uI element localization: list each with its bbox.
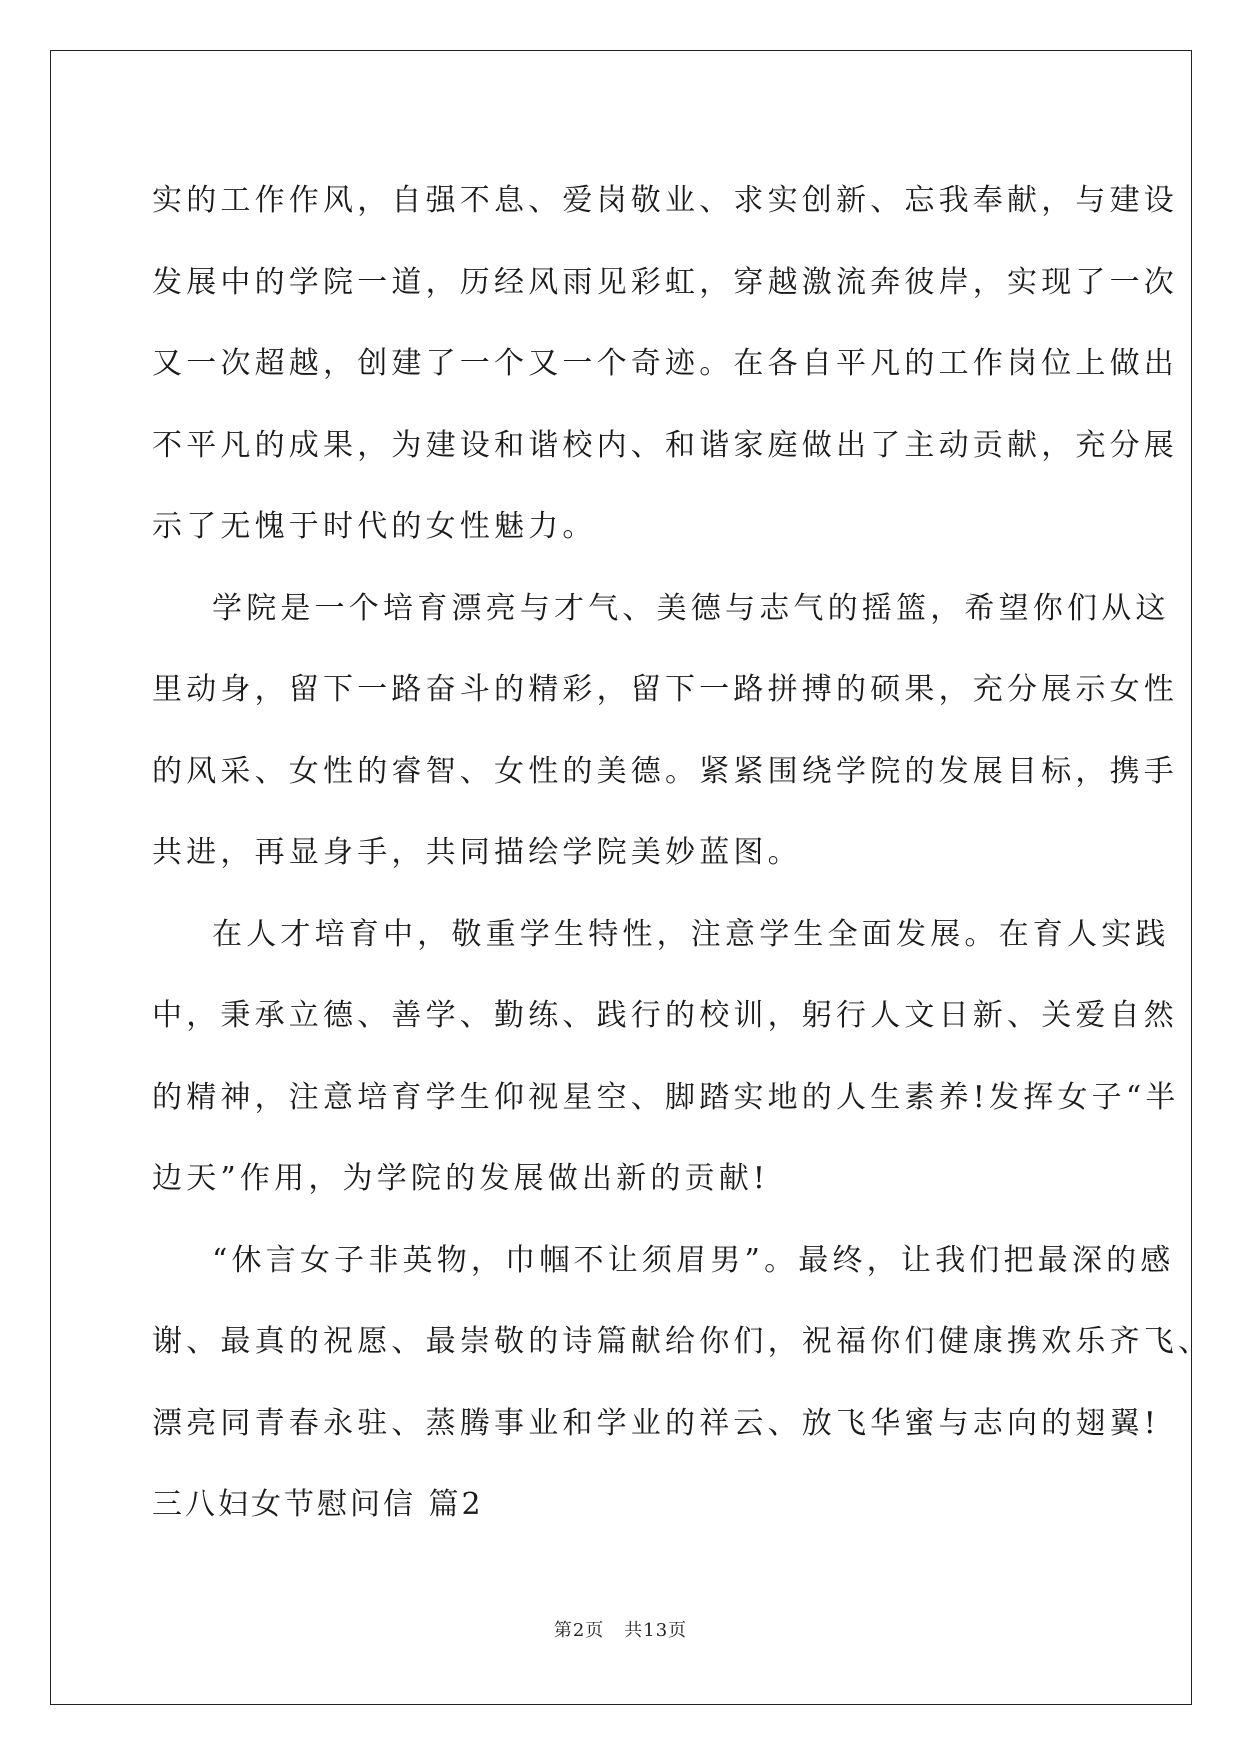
paragraph-line: 共进，再显身手，共同描绘学院美妙蓝图。 (152, 835, 802, 870)
paragraph-line: 学院是一个培育漂亮与才气、美德与志气的摇篮，希望你们从这 (212, 590, 1170, 626)
paragraph-line: 的风采、女性的睿智、女性的美德。紧紧围绕学院的发展目标，携手 (152, 753, 1178, 789)
paragraph-3 (152, 894, 1180, 1220)
page-total: 13 (643, 1620, 669, 1641)
paragraph-line: 边天”作用，为学院的发展做出新的贡献! (152, 1161, 770, 1196)
page-number: 2 (572, 1620, 586, 1641)
paragraph-line: 里动身，留下一路奋斗的精彩，留下一路拼搏的硕果，充分展示女性 (152, 672, 1178, 707)
paragraph-line: 的精神，注意培育学生仰视星空、脚踏实地的人生素养!发挥女子“半 (152, 1079, 1180, 1115)
paragraph-line: 不平凡的成果，为建设和谐校内、和谐家庭做出了主动贡献，充分展 (152, 427, 1178, 463)
paragraph-line: 又一次超越，创建了一个又一个奇迹。在各自平凡的工作岗位上做出 (152, 346, 1178, 381)
section-heading: 三八妇女节慰问信 篇2 (152, 1487, 484, 1522)
paragraph-line: 实的工作作风，自强不息、爱岗敬业、求实创新、忘我奉献，与建设 (152, 183, 1178, 218)
page-footer (0, 1616, 1241, 1642)
paragraph-4 (152, 1220, 1213, 1465)
document-body (152, 160, 1213, 1546)
paragraph-line: 示了无愧于时代的女性魅力。 (152, 509, 597, 544)
paragraph-line: 漂亮同青春永驻、蒸腾事业和学业的祥云、放飞华蜜与志向的翅翼! (152, 1405, 1161, 1441)
total-suffix: 页 (668, 1620, 688, 1641)
paragraph-line: 中，秉承立德、善学、勤练、践行的校训，躬行人文日新、关爱自然 (152, 998, 1178, 1033)
paragraph-2 (152, 568, 1178, 894)
paragraph-line: “休言女子非英物，巾帼不让须眉男”。最终，让我们把最深的感 (212, 1242, 1175, 1278)
paragraph-line: 谢、最真的祝愿、最崇敬的诗篇献给你们，祝福你们健康携欢乐齐飞、 (152, 1324, 1213, 1359)
paragraph-line: 发展中的学院一道，历经风雨见彩虹，穿越激流奔彼岸，实现了一次 (152, 264, 1178, 300)
total-prefix: 共 (624, 1620, 644, 1641)
page-prefix: 第 (553, 1620, 573, 1641)
paragraph-line: 在人才培育中，敬重学生特性，注意学生全面发展。在育人实践 (212, 916, 1170, 952)
paragraph-1 (152, 160, 1178, 568)
page-suffix: 页 (585, 1620, 605, 1641)
